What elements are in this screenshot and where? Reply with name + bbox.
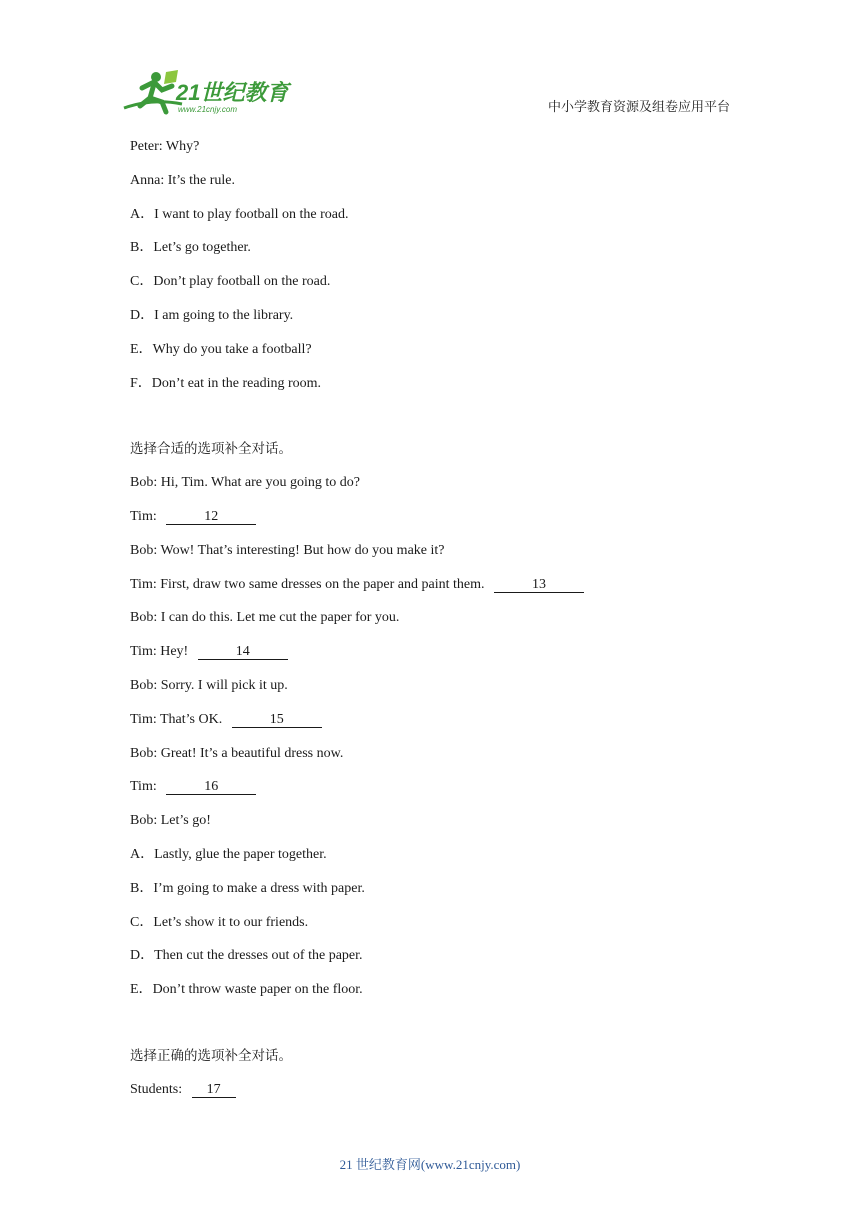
option-letter: E． (130, 341, 153, 357)
answer-blank[interactable]: 13 (494, 577, 584, 593)
option-text: Don’t play football on the road. (153, 274, 331, 290)
dialog-line (130, 676, 750, 710)
option-text: I want to play football on the road. (154, 206, 349, 222)
option-item (130, 374, 750, 408)
answer-blank[interactable]: 16 (166, 779, 256, 795)
dialog-text: Students: (130, 1081, 186, 1097)
dialog-line (130, 1080, 750, 1114)
option-item (130, 238, 750, 272)
dialog-line (130, 541, 750, 575)
logo-brand-text: 21世纪教育 (176, 80, 289, 105)
option-text: I am going to the library. (154, 307, 294, 323)
dialog-text: Bob: I can do this. Let me cut the paper for you. (130, 610, 400, 626)
dialog-line (130, 710, 750, 744)
dialog-line (130, 744, 750, 778)
dialog-text: Bob: Let’s go! (130, 813, 211, 829)
dialog-text: Bob: Sorry. I will pick it up. (130, 677, 288, 693)
option-letter: E． (130, 982, 153, 998)
option-text: I’m going to make a dress with paper. (153, 880, 365, 896)
dialog-line (130, 642, 750, 676)
option-letter: C． (130, 274, 154, 290)
option-letter: B． (130, 240, 154, 256)
option-item (130, 272, 750, 306)
dialog-text: Tim: That’s OK. (130, 711, 226, 727)
option-item (130, 946, 750, 980)
option-text: Don’t throw waste paper on the floor. (152, 982, 363, 998)
dialog-text: Tim: (130, 508, 161, 524)
option-letter: D． (130, 307, 155, 323)
option-letter: B． (130, 880, 154, 896)
page-footer[interactable]: 21 世纪教育网(www.21cnjy.com) (339, 1157, 521, 1172)
option-item (130, 306, 750, 340)
option-item (130, 980, 750, 1014)
answer-blank[interactable]: 12 (166, 509, 256, 525)
dialog-line (130, 575, 750, 609)
answer-blank[interactable]: 17 (192, 1082, 236, 1098)
dialog-text: Tim: Hey! (130, 644, 192, 660)
option-text: Let’s show it to our friends. (153, 914, 309, 930)
option-item (130, 913, 750, 947)
section-gap (130, 407, 750, 439)
option-item (130, 340, 750, 374)
site-logo[interactable] (122, 68, 292, 118)
dialog-text: Tim: First, draw two same dresses on the paper and paint them. (130, 576, 488, 592)
option-text: Don’t eat in the reading room. (151, 375, 322, 391)
document-body (130, 137, 750, 1114)
answer-blank[interactable]: 15 (232, 712, 322, 728)
option-letter: D． (130, 948, 155, 964)
option-letter: A． (130, 846, 155, 862)
option-letter: A． (130, 206, 155, 222)
dialog-text: Tim: (130, 779, 161, 795)
option-text: Let’s go together. (153, 240, 251, 256)
option-text: Then cut the dresses out of the paper. (154, 948, 363, 964)
option-item (130, 845, 750, 879)
dialog-line (130, 507, 750, 541)
logo-url-text: www.21cnjy.com (178, 105, 237, 114)
dialog-line: Peter: Why? (130, 139, 200, 154)
dialog-line (130, 608, 750, 642)
section-gap (130, 1014, 750, 1046)
page-header (0, 0, 860, 130)
dialog-line (130, 811, 750, 845)
dialog-line (130, 777, 750, 811)
dialog-text: Bob: Wow! That’s interesting! But how do you make it? (130, 542, 445, 558)
option-text: Why do you take a football? (152, 341, 312, 357)
runner-logo-icon (122, 68, 292, 118)
section-instruction: 选择合适的选项补全对话。 (130, 441, 292, 458)
platform-title: 中小学教育资源及组卷应用平台 (547, 99, 730, 114)
option-item (130, 205, 750, 239)
option-item (130, 879, 750, 913)
dialog-line (130, 473, 750, 507)
section-instruction: 选择正确的选项补全对话。 (130, 1047, 292, 1064)
dialog-text: Bob: Great! It’s a beautiful dress now. (130, 745, 344, 761)
answer-blank[interactable]: 14 (198, 644, 288, 660)
option-letter: F． (130, 375, 152, 391)
option-text: Lastly, glue the paper together. (154, 846, 327, 862)
option-letter: C． (130, 914, 154, 930)
dialog-line: Anna: It’s the rule. (130, 172, 235, 188)
dialog-text: Bob: Hi, Tim. What are you going to do? (130, 475, 360, 491)
